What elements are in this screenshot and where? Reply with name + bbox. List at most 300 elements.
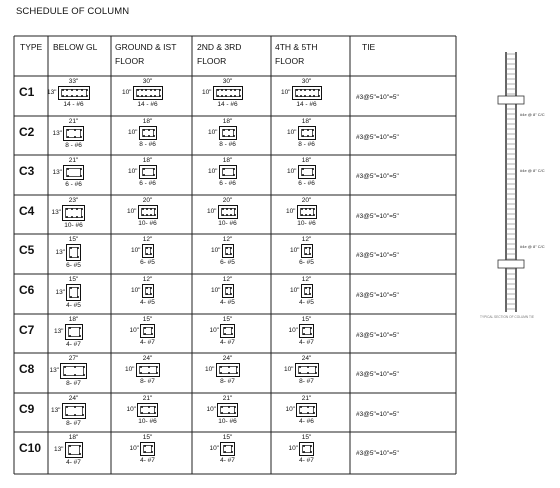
rebar-dot: [299, 366, 301, 368]
rebar-dot: [142, 214, 144, 216]
rebar-dot: [71, 216, 73, 218]
rebar-dot: [77, 247, 79, 249]
rebar-dot: [67, 129, 69, 131]
section-width-label: 12": [222, 276, 233, 283]
rebar-dot: [144, 327, 146, 329]
rebar-dot: [140, 366, 142, 368]
rebar-dot: [230, 247, 232, 249]
tie-spec: #3@5"=10"=5": [356, 332, 399, 339]
rebar-dot: [143, 135, 145, 137]
rebar-dot: [230, 208, 232, 210]
section-depth-label: 10": [130, 247, 141, 254]
column-header: TIE: [362, 42, 376, 52]
rebar-dot: [228, 366, 230, 368]
rebar-dot: [148, 129, 150, 131]
rebar-dot: [302, 135, 304, 137]
rebar-dot: [234, 412, 236, 414]
rebar-dot: [309, 253, 311, 255]
section-depth-label: 13": [53, 446, 64, 453]
rebar-dot: [153, 135, 155, 137]
rebar-dot: [80, 168, 82, 170]
section-depth-label: 13": [55, 248, 65, 256]
section-rebar-label: 4- #7: [140, 457, 155, 464]
section-outline: [66, 244, 81, 261]
section-outline: [133, 86, 163, 100]
section-width-label: 23": [68, 197, 79, 204]
rebar-dot: [146, 287, 148, 289]
rebar-dot: [137, 95, 139, 97]
rebar-dot: [150, 247, 152, 249]
column-section: [198, 395, 258, 431]
rebar-dot: [310, 333, 312, 335]
rebar-dot: [151, 451, 153, 453]
rebar-dot: [226, 293, 228, 295]
rebar-dot: [305, 214, 307, 216]
section-width-label: 30": [222, 78, 233, 85]
rebar-dot: [79, 327, 81, 329]
section-rebar-label: 6- #5: [220, 259, 235, 266]
rebar-dot: [225, 89, 227, 91]
rebar-dot: [143, 129, 145, 131]
section-width-label: 15": [301, 316, 312, 323]
rebar-dot: [81, 89, 83, 91]
section-depth-label: 10": [207, 168, 218, 175]
column-section: [44, 355, 104, 392]
section-width-label: 30": [301, 78, 312, 85]
section-width-label: 30": [142, 78, 153, 85]
section-width-label: 12": [142, 236, 153, 243]
rebar-dot: [150, 208, 152, 210]
column-section: [277, 276, 337, 313]
rebar-dot: [86, 89, 88, 91]
rebar-dot: [154, 95, 156, 97]
section-width-label: 18": [68, 316, 79, 323]
section-depth-label: 10": [206, 406, 216, 413]
column-section: [44, 197, 104, 233]
rebar-dot: [233, 135, 235, 137]
column-section: [118, 316, 178, 352]
section-outline: [220, 324, 235, 338]
rebar-dot: [233, 129, 235, 131]
section-width-label: 24": [142, 355, 153, 362]
section-width-label: 15": [301, 434, 312, 441]
section-rebar-label: 14 - #6: [137, 101, 158, 108]
rebar-dot: [231, 445, 233, 447]
column-section: [44, 118, 104, 154]
rebar-dot: [66, 89, 68, 91]
column-section: [44, 157, 104, 194]
rebar-dot: [233, 174, 235, 176]
rebar-dot: [79, 335, 81, 337]
rebar-dot: [67, 136, 69, 138]
rebar-dot: [82, 414, 84, 416]
section-rebar-label: 10- #6: [297, 220, 316, 227]
section-depth-label: 10": [204, 366, 215, 373]
rebar-dot: [233, 168, 235, 170]
rebar-dot: [64, 374, 66, 376]
rebar-dot: [230, 253, 232, 255]
rebar-dot: [224, 333, 226, 335]
section-rebar-label: 4- #7: [220, 339, 235, 346]
column-section: [277, 197, 337, 233]
section-depth-label: 10": [130, 287, 141, 294]
section-outline: [301, 244, 313, 258]
section-depth-label: 13": [49, 367, 59, 374]
rebar-dot: [226, 253, 228, 255]
section-width-label: 21": [222, 395, 233, 402]
rebar-dot: [80, 129, 82, 131]
section-outline: [66, 284, 81, 301]
rebar-dot: [76, 89, 78, 91]
section-width-label: 15": [68, 276, 79, 283]
rebar-dot: [296, 95, 298, 97]
section-depth-label: 10": [285, 406, 295, 413]
column-header: 4TH & 5TH FLOOR: [275, 42, 318, 66]
rebar-dot: [228, 135, 230, 137]
tie-spec: #3@5"=10"=5": [356, 371, 399, 378]
rebar-dot: [313, 406, 315, 408]
rebar-dot: [153, 168, 155, 170]
section-outline: [62, 403, 86, 419]
section-depth-label: 10": [209, 327, 219, 334]
rebar-dot: [234, 89, 236, 91]
rebar-dot: [76, 216, 78, 218]
column-section: [198, 434, 258, 473]
section-rebar-label: 10- #6: [218, 220, 237, 227]
section-rebar-label: 4- #7: [299, 457, 314, 464]
section-width-label: 18": [222, 157, 233, 164]
section-outline: [58, 86, 90, 100]
section-outline: [301, 284, 313, 298]
rebar-dot: [148, 406, 150, 408]
rebar-dot: [64, 366, 66, 368]
rebar-dot: [221, 89, 223, 91]
section-width-label: 33": [68, 78, 79, 85]
tie-spec: #3@5"=10"=5": [356, 292, 399, 299]
rebar-dot: [302, 168, 304, 170]
column-section: [277, 434, 337, 473]
rebar-dot: [154, 208, 156, 210]
rebar-dot: [150, 214, 152, 216]
column-section: [118, 395, 178, 431]
section-width-label: 15": [142, 434, 153, 441]
section-depth-label: 10": [285, 208, 296, 215]
rebar-dot: [74, 136, 76, 138]
rebar-dot: [217, 95, 219, 97]
rebar-dot: [66, 95, 68, 97]
section-depth-label: 13": [52, 129, 62, 137]
rebar-dot: [86, 95, 88, 97]
rebar-dot: [221, 406, 223, 408]
rebar-dot: [312, 135, 314, 137]
rebar-dot: [66, 208, 68, 210]
column-section: [44, 434, 104, 473]
rebar-dot: [145, 95, 147, 97]
rebar-dot: [150, 287, 152, 289]
section-depth-label: 13": [51, 209, 61, 216]
rebar-dot: [301, 214, 303, 216]
rebar-dot: [81, 216, 83, 218]
rebar-dot: [80, 175, 82, 177]
rebar-dot: [315, 372, 317, 374]
column-type-label: C10: [19, 441, 42, 455]
section-rebar-label: 4- #5: [299, 299, 314, 306]
rebar-dot: [239, 95, 241, 97]
section-outline: [299, 324, 314, 338]
tie-spec: #3@5"=10"=5": [356, 450, 399, 457]
tie-spec: #3@5"=10"=5": [356, 213, 399, 220]
rebar-dot: [309, 89, 311, 91]
section-depth-label: 10": [288, 327, 298, 334]
rebar-dot: [150, 293, 152, 295]
rebar-dot: [318, 89, 320, 91]
section-rebar-label: 4- #5: [66, 302, 81, 309]
section-rebar-label: 8 - #6: [219, 141, 236, 148]
section-depth-label: 10": [286, 129, 297, 136]
column-type-label: C7: [19, 323, 35, 337]
rebar-dot: [74, 129, 76, 131]
rebar-dot: [230, 95, 232, 97]
section-outline: [298, 165, 316, 179]
section-depth-label: 10": [210, 287, 221, 294]
column-section: [118, 157, 178, 194]
section-depth-label: 13": [50, 407, 61, 414]
rebar-dot: [77, 256, 79, 258]
rebar-dot: [224, 445, 226, 447]
rebar-dot: [81, 208, 83, 210]
section-width-label: 20": [222, 197, 233, 204]
column-section: [118, 434, 178, 473]
column-section: [118, 355, 178, 392]
rebar-dot: [309, 287, 311, 289]
section-outline: [292, 86, 322, 100]
rebar-dot: [146, 208, 148, 210]
rebar-dot: [148, 412, 150, 414]
rebar-dot: [70, 296, 72, 298]
rebar-dot: [234, 406, 236, 408]
section-depth-label: 10": [201, 89, 212, 96]
section-outline: [216, 363, 240, 377]
column-section: [277, 118, 337, 154]
rebar-dot: [313, 95, 315, 97]
tie-spec: #3@5"=10"=5": [356, 173, 399, 180]
rebar-dot: [313, 214, 315, 216]
rebar-dot: [69, 453, 71, 455]
section-outline: [140, 324, 155, 338]
section-depth-label: 10": [124, 366, 135, 373]
section-rebar-label: 10- #6: [64, 222, 83, 229]
rebar-dot: [313, 89, 315, 91]
column-section: [198, 236, 258, 273]
section-width-label: 24": [222, 355, 233, 362]
rebar-dot: [83, 374, 85, 376]
rebar-dot: [223, 168, 225, 170]
section-width-label: 15": [142, 316, 153, 323]
section-rebar-label: 6- #5: [140, 259, 155, 266]
section-width-label: 20": [301, 197, 312, 204]
section-rebar-label: 4- #6: [299, 418, 314, 425]
rebar-dot: [141, 89, 143, 91]
section-rebar-label: 6- #5: [66, 262, 81, 269]
rebar-dot: [303, 333, 305, 335]
rebar-dot: [230, 293, 232, 295]
rebar-dot: [150, 89, 152, 91]
section-outline: [219, 126, 237, 140]
rebar-dot: [70, 247, 72, 249]
rebar-dot: [71, 95, 73, 97]
rebar-dot: [66, 414, 68, 416]
section-depth-label: 10": [207, 129, 218, 136]
rebar-dot: [154, 214, 156, 216]
column-section: [44, 78, 104, 115]
section-rebar-label: 10- #6: [138, 418, 157, 425]
rebar-dot: [140, 372, 142, 374]
section-width-label: 18": [142, 157, 153, 164]
section-depth-label: 10": [289, 247, 300, 254]
section-outline: [139, 126, 157, 140]
column-section: [118, 78, 178, 115]
section-rebar-label: 14 - #6: [63, 101, 84, 108]
section-width-label: 24": [68, 395, 79, 402]
rebar-dot: [226, 214, 228, 216]
rebar-dot: [226, 247, 228, 249]
rebar-dot: [226, 287, 228, 289]
section-outline: [295, 363, 319, 377]
section-depth-label: 10": [129, 327, 139, 334]
rebar-dot: [143, 168, 145, 170]
rebar-dot: [222, 214, 224, 216]
rebar-dot: [234, 208, 236, 210]
section-rebar-label: 4- #5: [220, 299, 235, 306]
rebar-dot: [310, 445, 312, 447]
column-type-label: C3: [19, 164, 35, 178]
section-rebar-label: 6 - #6: [65, 181, 82, 188]
section-width-label: 21": [301, 395, 312, 402]
rebar-dot: [236, 366, 238, 368]
rebar-dot: [231, 451, 233, 453]
section-outline: [142, 284, 154, 298]
rebar-dot: [224, 327, 226, 329]
rebar-dot: [66, 216, 68, 218]
section-depth-label: 13": [46, 89, 57, 96]
section-rebar-label: 8- #7: [140, 378, 155, 385]
section-rebar-label: 6 - #6: [219, 180, 236, 187]
rebar-dot: [296, 89, 298, 91]
section-rebar-label: 8 - #6: [65, 142, 82, 149]
rebar-dot: [312, 174, 314, 176]
section-depth-label: 10": [286, 168, 297, 175]
rebar-dot: [67, 175, 69, 177]
section-rebar-label: 8- #7: [66, 420, 81, 427]
section-depth-label: 10": [209, 445, 219, 452]
rebar-dot: [313, 208, 315, 210]
section-depth-label: 13": [52, 168, 62, 176]
section-width-label: 18": [142, 118, 153, 125]
column-section: [277, 236, 337, 273]
section-outline: [213, 86, 243, 100]
rebar-dot: [305, 247, 307, 249]
section-outline: [63, 126, 84, 141]
section-rebar-label: 4- #7: [66, 341, 81, 348]
section-outline: [218, 205, 238, 219]
rebar-dot: [150, 95, 152, 97]
section-width-label: 12": [222, 236, 233, 243]
section-rebar-label: 8 - #6: [298, 141, 315, 148]
rebar-dot: [303, 451, 305, 453]
section-outline: [297, 205, 317, 219]
rebar-dot: [312, 168, 314, 170]
rebar-dot: [305, 208, 307, 210]
rebar-dot: [300, 95, 302, 97]
section-depth-label: 10": [129, 445, 139, 452]
column-section: [118, 236, 178, 273]
section-outline: [298, 126, 316, 140]
tie-spec: #3@5"=10"=5": [356, 411, 399, 418]
column-type-label: C8: [19, 362, 35, 376]
rebar-dot: [71, 208, 73, 210]
rebar-dot: [150, 253, 152, 255]
rebar-dot: [154, 406, 156, 408]
rebar-dot: [67, 168, 69, 170]
section-rebar-label: 4- #7: [299, 339, 314, 346]
tie-spacing-annotation: #4e @ 8" C/C: [520, 244, 545, 249]
section-width-label: 21": [68, 157, 79, 164]
section-outline: [222, 284, 234, 298]
rebar-dot: [313, 412, 315, 414]
section-outline: [65, 442, 83, 458]
rebar-dot: [62, 95, 64, 97]
rebar-dot: [69, 327, 71, 329]
rebar-dot: [224, 451, 226, 453]
section-width-label: 15": [222, 434, 233, 441]
column-header: TYPE: [20, 42, 43, 52]
column-section: [277, 78, 337, 115]
rebar-dot: [307, 129, 309, 131]
section-outline: [137, 403, 158, 417]
column-type-label: C5: [19, 243, 35, 257]
section-depth-label: 10": [127, 168, 138, 175]
rebar-dot: [300, 406, 302, 408]
section-rebar-label: 6 - #6: [139, 180, 156, 187]
rebar-dot: [153, 174, 155, 176]
rebar-dot: [74, 374, 76, 376]
typical-column-section-detail: [478, 40, 548, 320]
rebar-dot: [220, 366, 222, 368]
rebar-dot: [309, 95, 311, 97]
column-section: [198, 78, 258, 115]
section-width-label: 20": [142, 197, 153, 204]
rebar-dot: [309, 208, 311, 210]
rebar-dot: [77, 287, 79, 289]
rebar-dot: [236, 372, 238, 374]
column-section: [44, 316, 104, 352]
column-section: [198, 197, 258, 233]
rebar-dot: [231, 327, 233, 329]
column-section: [118, 197, 178, 233]
tie-spec: #3@5"=10"=5": [356, 94, 399, 101]
column-section: [198, 355, 258, 392]
section-rebar-label: 8- #7: [299, 378, 314, 385]
rebar-dot: [234, 95, 236, 97]
section-width-label: 15": [222, 316, 233, 323]
column-section: [118, 118, 178, 154]
rebar-dot: [80, 136, 82, 138]
tie-spec: #3@5"=10"=5": [356, 134, 399, 141]
rebar-dot: [230, 214, 232, 216]
slab-band: [498, 260, 524, 268]
section-rebar-label: 14 - #6: [296, 101, 317, 108]
section-outline: [65, 324, 83, 340]
